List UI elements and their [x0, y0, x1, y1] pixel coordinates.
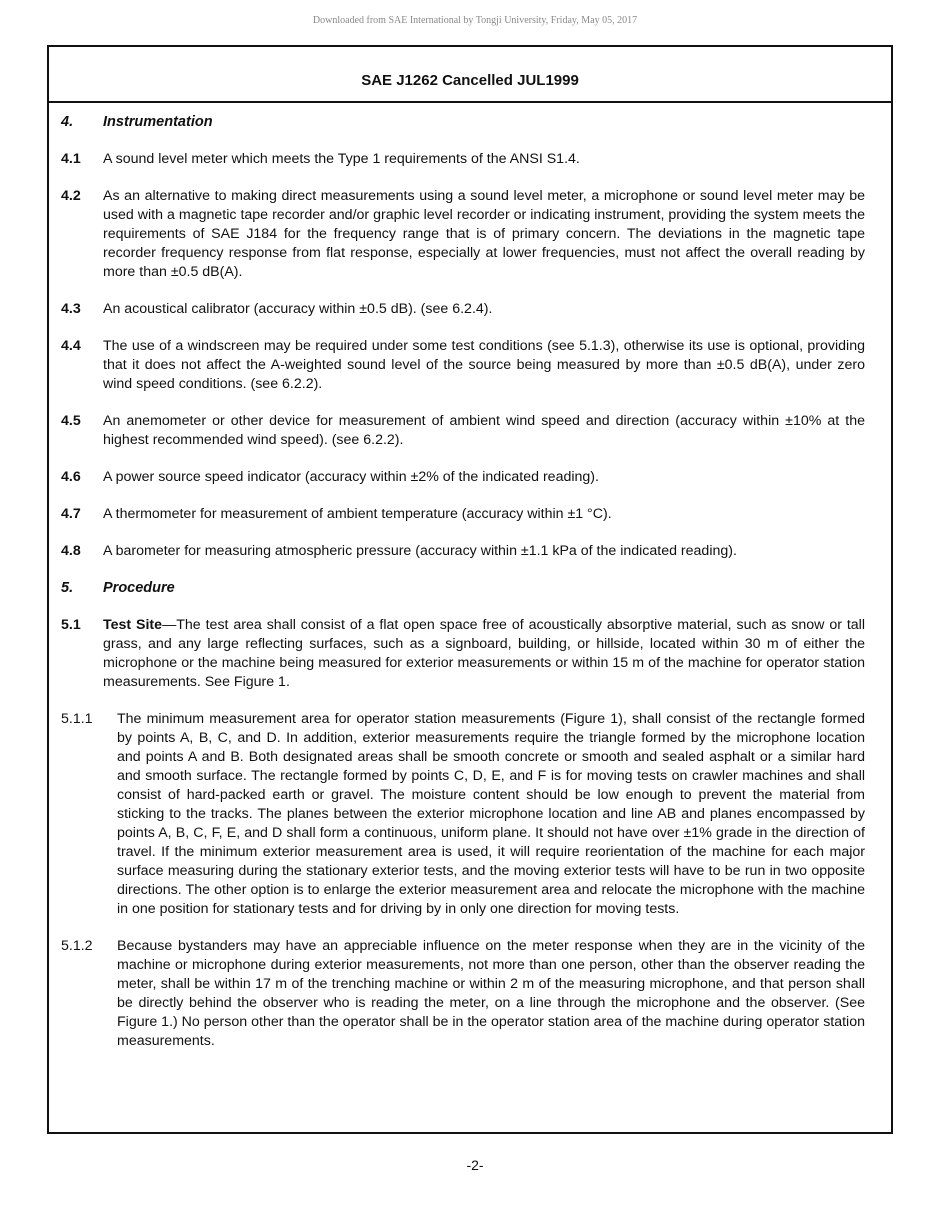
clause-text: As an alternative to making direct measurements using a sound level meter, a microphone or sound level meter may be used with a magnetic tape recorder and/or graphic level recorder or indicating instrument, providing the system meets the requirements of SAE J184 for the frequency range that is of primary concern. The deviations in the magnetic tape recorder frequency response from flat response, especially at lower frequencies, must not affect the overall reading by more than ±0.5 dB(A).: [103, 188, 865, 280]
clause-number: 4.6: [61, 469, 81, 485]
page-number: -2-: [466, 1157, 484, 1173]
clause-term: Test Site: [103, 617, 163, 633]
clause-4-8: [61, 542, 865, 561]
clause-number: 4.1: [61, 151, 81, 167]
section-number: 4.: [61, 114, 74, 130]
clause-number: 5.1.1: [61, 711, 93, 727]
section-heading-procedure: [61, 579, 865, 598]
section-title: Procedure: [103, 580, 175, 596]
section-title: Instrumentation: [103, 114, 213, 130]
clause-number: 5.1.2: [61, 938, 93, 954]
document-frame: [47, 45, 893, 1134]
clause-text: A thermometer for measurement of ambient temperature (accuracy within ±1 °C).: [103, 506, 612, 522]
clause-text: A power source speed indicator (accuracy within ±2% of the indicated reading).: [103, 469, 599, 485]
clause-number: 4.2: [61, 188, 81, 204]
clause-number: 4.4: [61, 338, 81, 354]
clause-text: An acoustical calibrator (accuracy within ±0.5 dB). (see 6.2.4).: [103, 301, 493, 317]
document-header: [49, 47, 891, 103]
clause-4-7: [61, 505, 865, 524]
clause-text: The minimum measurement area for operator station measurements (Figure 1), shall consist of the rectangle formed by points A, B, C, and D. In addition, exterior measurements require the triangle formed by the microphone location and points A and B. Both designated areas shall be smooth concrete or smooth and sealed asphalt or a similar hard and smooth surface. The rectangle formed by points C, D, E, and F is for moving tests on crawler machines and shall consist of hard-packed earth or gravel. The moisture content should be low enough to prevent the material from sticking to the tracks. The planes between the exterior microphone location and line AB and planes encompassed by points A, B, C, F, E, and D shall form a continuous, uniform plane. It should not have over ±1% grade in the direction of travel. If the minimum exterior measurement area is used, it will require reorientation of the machine for each major surface measuring during the stationary exterior tests, and the moving exterior tests will have to be run in two opposite directions. The other option is to enlarge the exterior measurement area and relocate the microphone with the machine in one position for stationary tests and for driving by in only one direction for moving tests.: [117, 711, 865, 917]
clause-text: A barometer for measuring atmospheric pressure (accuracy within ±1.1 kPa of the indicated reading).: [103, 543, 737, 559]
clause-5-1-1: [61, 710, 865, 919]
clause-number: 4.3: [61, 301, 81, 317]
clause-text: An anemometer or other device for measurement of ambient wind speed and direction (accuracy within ±10% at the highest recommended wind speed). (see 6.2.2).: [103, 413, 865, 448]
clause-4-6: [61, 468, 865, 487]
clause-text: The use of a windscreen may be required under some test conditions (see 5.1.3), otherwise its use is optional, providing that it does not affect the A-weighted sound level of the source being measured by more than ±0.5 dB(A), under zero wind speed conditions. (see 6.2.2).: [103, 338, 865, 392]
clause-4-3: [61, 300, 865, 319]
clause-4-1: [61, 150, 865, 169]
section-heading-instrumentation: [61, 113, 865, 132]
clause-text: [103, 616, 865, 692]
document-body: [49, 103, 891, 1051]
clause-number: 4.7: [61, 506, 81, 522]
clause-4-2: [61, 187, 865, 282]
clause-number: 4.5: [61, 413, 81, 429]
clause-5-1: [61, 616, 865, 692]
clause-text: Because bystanders may have an appreciable influence on the meter response when they are in the vicinity of the machine or microphone during exterior measurements, not more than one person, other than the observer reading the meter, shall be within 17 m of the trenching machine or within 2 m of the measuring microphone, and that person shall be directly behind the observer who is reading the meter, on a line through the microphone and the observer. (See Figure 1.) No person other than the operator shall be in the operator station area of the machine during operator station measurements.: [117, 938, 865, 1049]
document-title: SAE J1262 Cancelled JUL1999: [361, 71, 579, 89]
clause-number: 4.8: [61, 543, 81, 559]
clause-4-4: [61, 337, 865, 394]
clause-5-1-2: [61, 937, 865, 1051]
clause-text: A sound level meter which meets the Type 1 requirements of the ANSI S1.4.: [103, 151, 580, 167]
clause-body: —The test area shall consist of a flat open space free of acoustically absorptive material, such as snow or tall grass, and any large reflecting surfaces, such as a signboard, building, or hillside, located within 30 m of either the microphone or the machine being measured for exterior measurements or within 15 m of the machine for operator station measurements. See Figure 1.: [103, 617, 865, 690]
clause-number: 5.1: [61, 617, 81, 633]
download-watermark: Downloaded from SAE International by Tongji University, Friday, May 05, 2017: [312, 15, 638, 26]
section-number: 5.: [61, 580, 74, 596]
clause-4-5: [61, 412, 865, 450]
